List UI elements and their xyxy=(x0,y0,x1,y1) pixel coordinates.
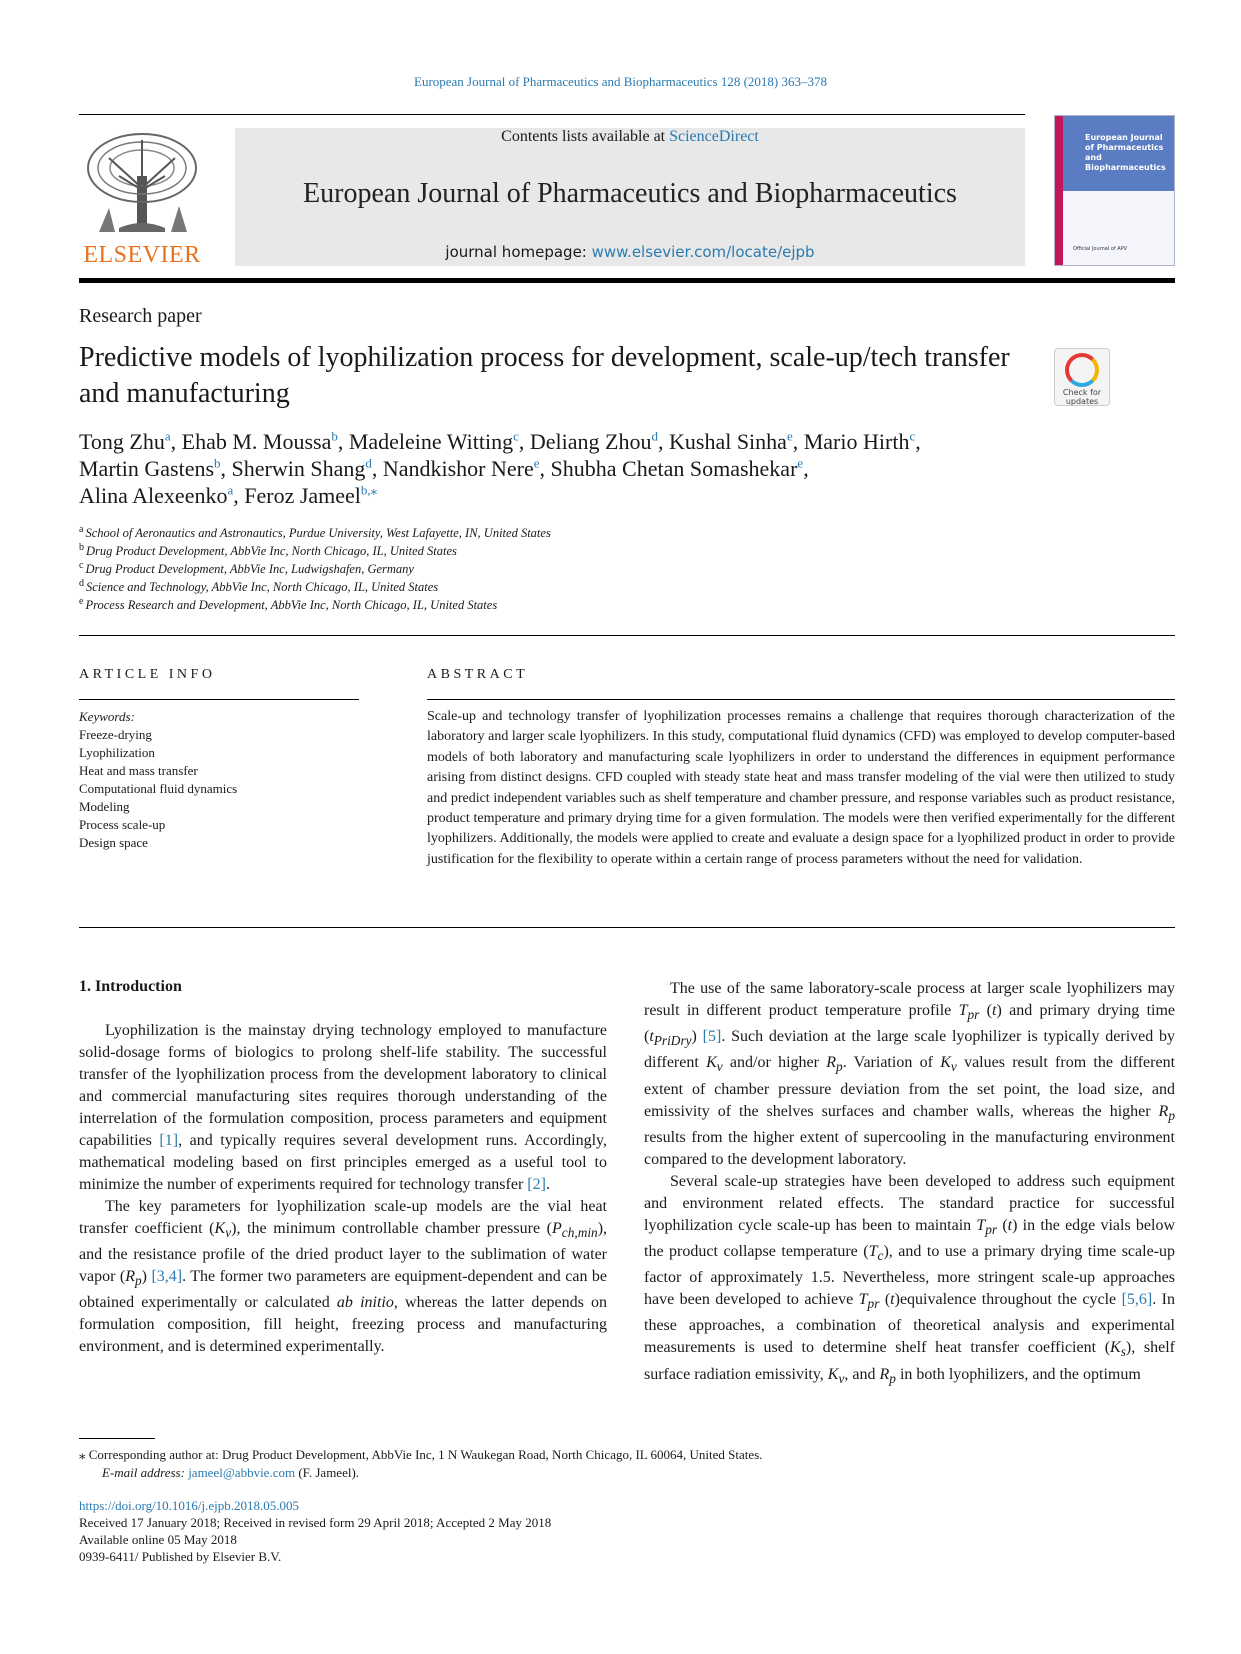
homepage-line xyxy=(235,243,1025,261)
author-affiliation-marker[interactable]: b xyxy=(331,428,338,444)
section-heading-introduction: 1. Introduction xyxy=(79,978,182,995)
email-link[interactable]: jameel@abbvie.com xyxy=(188,1465,296,1480)
author-affiliation-marker[interactable]: d xyxy=(651,428,658,444)
keyword-item: Modeling xyxy=(79,799,130,814)
paper-title: Predictive models of lyophilization process for development, scale-up/tech transfer and manufacturing xyxy=(79,342,1010,409)
citation-link[interactable]: [5] xyxy=(702,1028,722,1046)
keyword-item: Process scale-up xyxy=(79,817,166,832)
author-name[interactable]: Kushal Sinha xyxy=(669,429,787,454)
publication-info xyxy=(79,1497,551,1565)
keywords-block xyxy=(79,708,237,852)
author-name[interactable]: Madeleine Witting xyxy=(348,429,514,454)
affiliation-letter: e xyxy=(79,595,84,607)
footnote-rule xyxy=(79,1438,155,1439)
abstract-rule xyxy=(427,699,1175,700)
corresponding-author-footnote xyxy=(79,1446,762,1482)
author-affiliation-marker[interactable]: a xyxy=(164,428,171,444)
cover-title: European Journal of Pharmaceutics and Biopharmaceutics xyxy=(1085,133,1166,172)
author-name[interactable]: Sherwin Shang xyxy=(231,456,366,481)
affiliation-letter: d xyxy=(79,577,84,589)
check-updates-label: Check for updates xyxy=(1062,388,1102,406)
author-name[interactable]: Nandkishor Nere xyxy=(382,456,534,481)
header-thick-rule xyxy=(79,278,1175,283)
author-name[interactable]: Deliang Zhou xyxy=(529,429,652,454)
affiliation-text: Process Research and Development, AbbVie Inc, North Chicago, IL, United States xyxy=(85,598,498,612)
keyword-item: Heat and mass transfer xyxy=(79,763,198,778)
doi-link[interactable]: https://doi.org/10.1016/j.ejpb.2018.05.005 xyxy=(79,1498,300,1513)
citation-link[interactable]: [5,6] xyxy=(1121,1291,1153,1309)
affiliation-item xyxy=(79,578,979,596)
author-name[interactable]: Tong Zhu xyxy=(79,429,165,454)
body-column-left xyxy=(79,1020,607,1358)
cover-bottom xyxy=(1063,191,1175,266)
issn-publisher: 0939-6411/ Published by Elsevier B.V. xyxy=(79,1549,282,1564)
corresponding-author-text: ⁎ Corresponding author at: Drug Product Development, AbbVie Inc, 1 N Waukegan Road, North Chicago, IL 60064, United States. xyxy=(79,1447,763,1462)
author-affiliation-marker[interactable]: e xyxy=(797,455,804,471)
affiliation-text: School of Aeronautics and Astronautics, Purdue University, West Lafayette, IN, United States xyxy=(85,526,551,540)
citation-link[interactable]: [1] xyxy=(159,1132,179,1149)
sciencedirect-link[interactable]: ScienceDirect xyxy=(669,128,759,145)
keyword-item: Computational fluid dynamics xyxy=(79,781,238,796)
author-name[interactable]: Alina Alexeenko xyxy=(79,483,228,508)
header-top-rule xyxy=(79,114,1025,115)
check-updates-icon xyxy=(1065,353,1099,387)
affiliation-letter: a xyxy=(79,523,84,535)
paper-type: Research paper xyxy=(79,305,202,327)
article-info-rule xyxy=(79,699,359,700)
email-suffix: (F. Jameel). xyxy=(295,1465,360,1480)
article-info-heading: ARTICLE INFO xyxy=(79,667,216,682)
author-affiliation-marker[interactable]: c xyxy=(909,428,916,444)
author-name[interactable]: Feroz Jameel xyxy=(244,483,361,508)
author-affiliation-marker[interactable]: e xyxy=(786,428,793,444)
author-name[interactable]: Martin Gastens xyxy=(79,456,215,481)
author-affiliation-marker[interactable]: a xyxy=(227,482,234,498)
homepage-link[interactable]: www.elsevier.com/locate/ejpb xyxy=(591,243,815,261)
affiliation-letter: b xyxy=(79,541,84,553)
body-column-right xyxy=(644,978,1175,1390)
keyword-list xyxy=(79,726,237,852)
rule-below-abstract xyxy=(79,927,1175,928)
intro-paragraph-3: The use of the same laboratory-scale process at larger scale lyophilizers may result in different product temperature profile $T_{pr}$ (t) and primary drying time $(t_{PriDry})$ [5]. Such deviation at the large scale lyophilizer is typically derived by different $K_v$ and/or higher $R_p$. Variation of $K_v$ values result from the different extent of chamber pressure deviation from the set point, the load size, and emissivity of the shelves surfaces and chamber walls, whereas the higher $R_p$ results from the higher extent of supercooling in the manufacturing environment compared to the development laboratory. xyxy=(644,980,1176,1168)
author-name[interactable]: Ehab M. Moussa xyxy=(181,429,332,454)
contents-prefix: Contents lists available at xyxy=(501,128,670,145)
keyword-item: Lyophilization xyxy=(79,745,155,760)
available-online: Available online 05 May 2018 xyxy=(79,1532,237,1547)
affiliation-item xyxy=(79,560,979,578)
affiliation-text: Drug Product Development, AbbVie Inc, North Chicago, IL, United States xyxy=(86,544,457,558)
affiliation-item xyxy=(79,596,979,614)
contents-line xyxy=(235,128,1025,146)
keywords-label: Keywords: xyxy=(79,709,135,724)
rule-above-info xyxy=(79,635,1175,636)
affiliation-letter: c xyxy=(79,559,84,571)
citation-link[interactable]: [3,4] xyxy=(151,1268,183,1286)
check-for-updates-button[interactable] xyxy=(1054,348,1110,406)
author-affiliation-marker[interactable]: b xyxy=(214,455,221,471)
affiliation-item xyxy=(79,524,979,542)
affiliation-list xyxy=(79,524,979,614)
abstract-text: Scale-up and technology transfer of lyophilization processes remains a challenge that requires thorough characterization of the laboratory and larger scale lyophilizers. In this study, computational fluid dynamics (CFD) was employed to develop computer-based models of both laboratory and manufacturing scale lyophilizers in order to understand the differences in equipment performance arising from distinct designs. CFD coupled with steady state heat and mass transfer modeling of the vial were then utilized to study and predict independent variables such as shelf temperature and chamber pressure, and response variables such as product resistance, product temperature and primary drying time for a given formulation. The models were then verified experimentally for the different lyophilizers. Additionally, the models were applied to create and evaluate a design space for a lyophilized product in order to provide justification for the flexibility to operate within a certain range of process parameters without the need for validation. xyxy=(427,709,1175,867)
elsevier-wordmark: ELSEVIER xyxy=(83,242,201,268)
author-name[interactable]: Mario Hirth xyxy=(803,429,910,454)
journal-cover-thumbnail[interactable] xyxy=(1054,115,1175,266)
intro-paragraph-2: The key parameters for lyophilization scale-up models are the vial heat transfer coefficient $(K_v)$, the minimum controllable chamber pressure $(P_{ch,min})$, and the resistance profile of the dried product layer to the sublimation of water vapor $(R_p)$ [3,4]. The former two parameters are equipment-dependent and can be obtained experimentally or calculated ab initio, whereas the latter depends on formulation composition, fill height, freezing process and manufacturing environment, and is determined experimentally. xyxy=(79,1198,608,1356)
author-affiliation-marker[interactable]: e xyxy=(533,455,540,471)
author-affiliation-marker[interactable]: d xyxy=(365,455,372,471)
intro-paragraph-1: Lyophilization is the mainstay drying technology employed to manufacture solid-dosage forms of biologics to prolong shelf-life stability. The successful transfer of the lyophilization process from the development laboratory to clinical and commercial manufacturing sites requires thorough understanding of the interrelation of the formulation composition, process parameters and equipment capabilities [1], and typically requires several development runs. Accordingly, mathematical modeling based on first principles emerged as a useful tool to minimize the number of experiments required for technology transfer [2]. xyxy=(79,1022,608,1193)
citation-link[interactable]: [2] xyxy=(527,1176,546,1193)
cover-footer: Official Journal of APV xyxy=(1073,246,1128,252)
received-dates: Received 17 January 2018; Received in revised form 29 April 2018; Accepted 2 May 2018 xyxy=(79,1515,552,1530)
email-label: E-mail address: xyxy=(102,1465,189,1480)
author-affiliation-marker[interactable]: c xyxy=(513,428,519,444)
keyword-item: Design space xyxy=(79,835,148,850)
affiliation-text: Drug Product Development, AbbVie Inc, Ludwigshafen, Germany xyxy=(85,562,414,576)
journal-reference[interactable]: European Journal of Pharmaceutics and Biopharmaceutics 128 (2018) 363–378 xyxy=(414,74,827,89)
author-list: Tong Zhu$^a$, Ehab M. Moussa$^b$, Madeleine Witting$^c$, Deliang Zhou$^d$, Kushal Sinha$^e$, Mario Hirth$^c$, Martin Gastens$^b$, Sherwin Shang$^d$, Nandkishor Nere$^e$, Shubha Chetan Somashekar$^e$, Alina Alexeenko$^a$, Feroz Jameel$^{b,⁎}$ xyxy=(79,428,921,508)
keyword-item: Freeze-drying xyxy=(79,727,152,742)
homepage-prefix: journal homepage: xyxy=(445,243,592,261)
journal-name: European Journal of Pharmaceutics and Biopharmaceutics xyxy=(303,178,957,209)
author-affiliation-marker[interactable]: b,⁎ xyxy=(360,482,378,498)
affiliation-item xyxy=(79,542,979,560)
intro-paragraph-4: Several scale-up strategies have been developed to address such equipment and environment related effects. The standard practice for successful lyophilization cycle scale-up has been to maintain $T_{pr}$ (t) in the edge vials below the product collapse temperature $(T_c)$, and to use a primary drying time scale-up factor of approximately 1.5. Nevertheless, more stringent scale-up approaches have been developed to achieve $T_{pr}$ (t)equivalence throughout the cycle [5,6]. In these approaches, a combination of theoretical analysis and experimental measurements is used to determine shelf heat transfer coefficient $(K_s)$, shelf surface radiation emissivity, $K_v$, and $R_p$ in both lyophilizers, and the optimum xyxy=(644,1172,1176,1386)
affiliation-text: Science and Technology, AbbVie Inc, North Chicago, IL, United States xyxy=(86,580,439,594)
author-name[interactable]: Shubha Chetan Somashekar xyxy=(550,456,798,481)
cover-strip xyxy=(1055,116,1063,266)
abstract-heading: ABSTRACT xyxy=(427,667,529,682)
